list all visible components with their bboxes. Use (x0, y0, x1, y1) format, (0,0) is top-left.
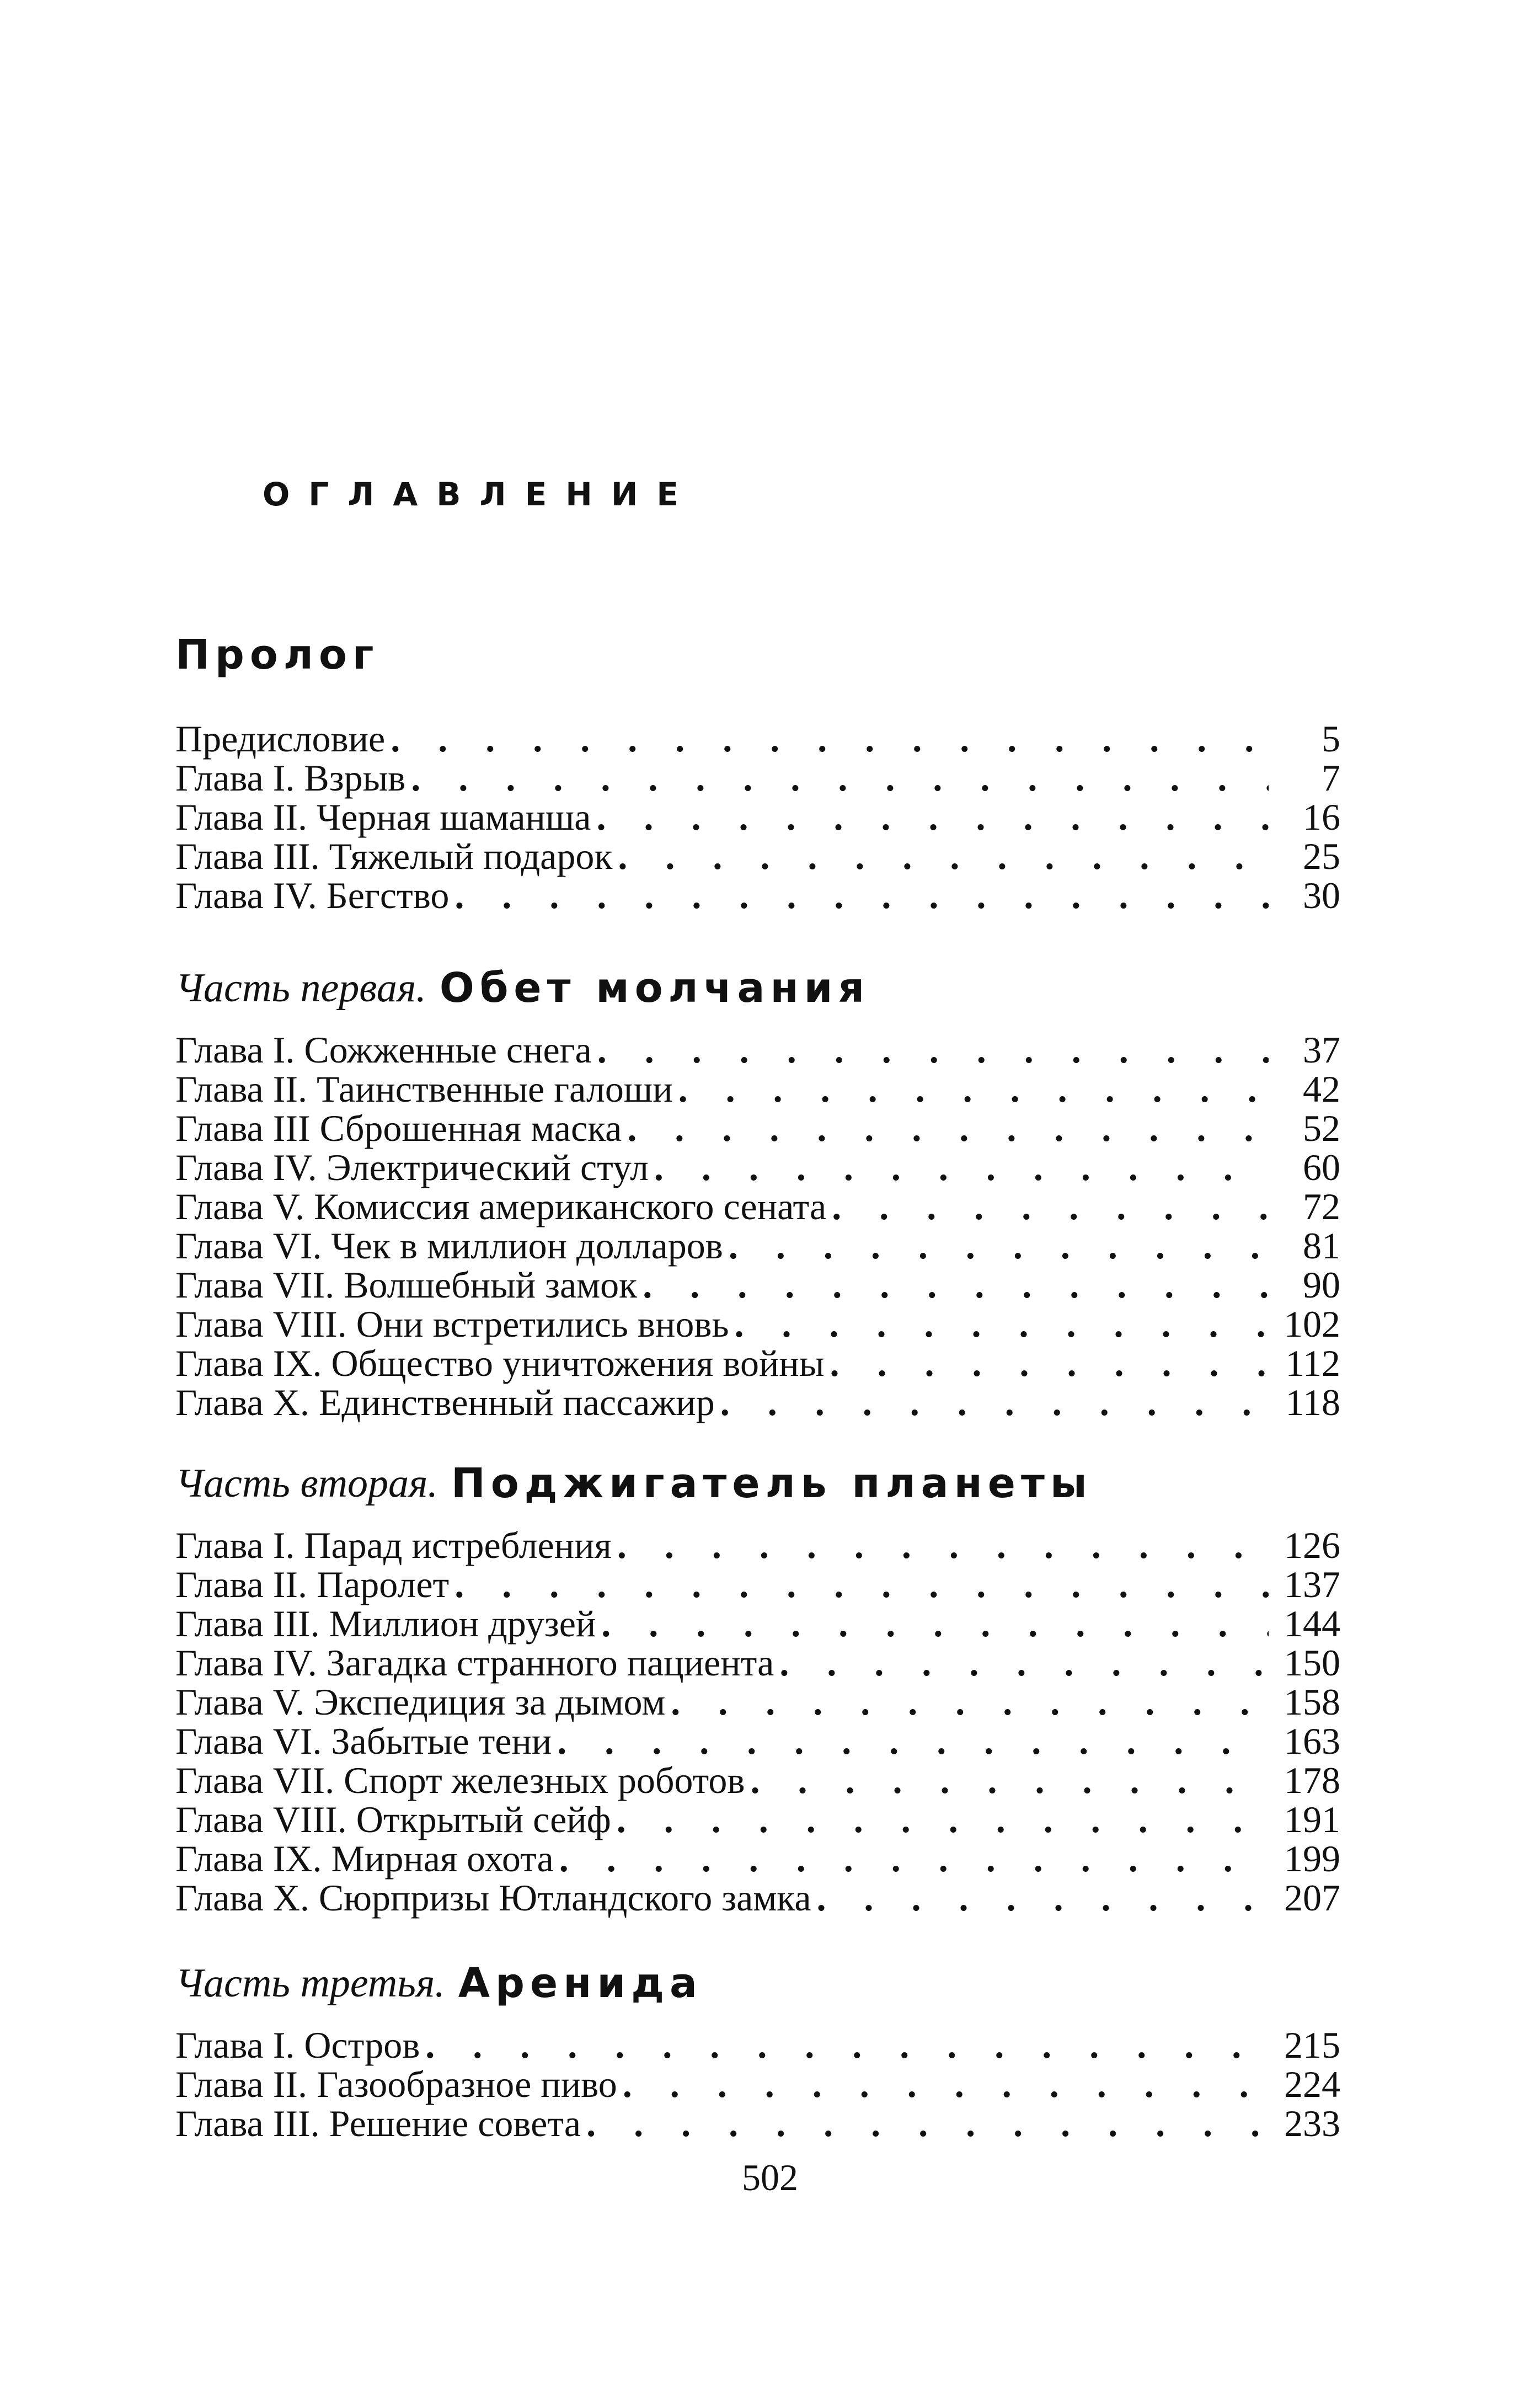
entry-page: 102 (1284, 1303, 1340, 1345)
entry-title: Глава I. Сожженные снега (175, 1029, 592, 1071)
entry-title: Глава III. Решение совета (175, 2102, 581, 2144)
dot-leader (830, 1344, 1269, 1383)
entry-page: 126 (1284, 1524, 1340, 1566)
toc-entry[interactable] (175, 2104, 1340, 2143)
dot-leader (596, 798, 1269, 837)
entry-title: Глава II. Паролет (175, 1563, 450, 1605)
toc-entry[interactable] (175, 1148, 1340, 1187)
toc-entry[interactable] (175, 759, 1340, 798)
toc-list (175, 1031, 1340, 1422)
entry-page: 7 (1322, 757, 1340, 799)
toc-entry[interactable] (175, 1722, 1340, 1761)
entry-page: 60 (1303, 1146, 1340, 1188)
toc-entry[interactable] (175, 1800, 1340, 1839)
entry-page: 207 (1284, 1877, 1340, 1919)
entry-title: Глава I. Парад истребления (175, 1524, 612, 1566)
entry-page: 81 (1303, 1225, 1340, 1267)
dot-leader (454, 876, 1269, 915)
toc-entry[interactable] (175, 876, 1340, 915)
toc-entry[interactable] (175, 1070, 1340, 1109)
entry-title: Глава II. Черная шаманша (175, 796, 591, 838)
entry-title: Глава X. Сюрпризы Ютландского замка (175, 1877, 811, 1919)
entry-page: 137 (1284, 1563, 1340, 1605)
page-number: 502 (742, 2156, 798, 2198)
toc-entry[interactable] (175, 798, 1340, 837)
entry-page: 163 (1284, 1720, 1340, 1762)
entry-title: Глава VIII. Они встретились вновь (175, 1303, 729, 1345)
entry-page: 37 (1303, 1029, 1340, 1071)
toc-list (175, 1526, 1340, 1918)
entry-page: 150 (1284, 1642, 1340, 1684)
toc-entry[interactable] (175, 1878, 1340, 1918)
toc-entry[interactable] (175, 1305, 1340, 1344)
dot-leader (425, 2026, 1269, 2065)
entry-page: 42 (1303, 1068, 1340, 1110)
entry-title: Глава VII. Спорт железных роботов (175, 1759, 745, 1801)
entry-title: Глава III. Тяжелый подарок (175, 835, 613, 877)
entry-page: 90 (1303, 1264, 1340, 1306)
toc-entry[interactable] (175, 1187, 1340, 1226)
section-title: Аренида (458, 1960, 703, 2007)
entry-page: 158 (1284, 1681, 1340, 1723)
toc-entry[interactable] (175, 1643, 1340, 1683)
entry-title: Глава III. Миллион друзей (175, 1603, 596, 1645)
dot-leader (411, 759, 1269, 798)
dot-leader (735, 1305, 1269, 1344)
entry-title: Глава I. Взрыв (175, 757, 406, 799)
entry-title: Глава V. Комиссия американского сената (175, 1186, 827, 1227)
dot-leader (618, 837, 1269, 876)
entry-page: 224 (1284, 2063, 1340, 2105)
section-heading (175, 1942, 1340, 2007)
entry-title: Глава III Сброшенная маска (175, 1107, 622, 1149)
entry-title: Глава V. Экспедиция за дымом (175, 1681, 666, 1723)
entry-page: 178 (1284, 1759, 1340, 1801)
toc-section-part-one (175, 947, 1340, 1422)
dot-leader (654, 1148, 1269, 1187)
entry-title: Глава IX. Мирная охота (175, 1838, 554, 1880)
entry-page: 25 (1303, 835, 1340, 877)
dot-leader (586, 2104, 1269, 2143)
dot-leader (627, 1109, 1269, 1148)
entry-title: Глава II. Таинственные галоши (175, 1068, 673, 1110)
dot-leader (597, 1031, 1269, 1070)
toc-entry[interactable] (175, 1344, 1340, 1383)
entry-page: 30 (1303, 874, 1340, 916)
section-title: Обет молчания (439, 964, 870, 1012)
entry-title: Глава IV. Бегство (175, 874, 450, 916)
entry-page: 52 (1303, 1107, 1340, 1149)
section-heading (175, 613, 1340, 679)
entry-page: 112 (1285, 1342, 1340, 1384)
dot-leader (601, 1604, 1269, 1643)
dot-leader (832, 1187, 1269, 1226)
dot-leader (817, 1878, 1269, 1918)
entry-title: Глава I. Остров (175, 2024, 420, 2066)
toc-entry[interactable] (175, 2065, 1340, 2104)
dot-leader (454, 1565, 1269, 1604)
toc-entry[interactable] (175, 1383, 1340, 1422)
section-title: Поджигатель планеты (451, 1460, 1093, 1507)
dot-leader (617, 1526, 1269, 1565)
toc-section-prologue (175, 613, 1340, 915)
section-prefix: Часть третья. (175, 1961, 445, 2006)
entry-title: Глава VI. Чек в миллион долларов (175, 1225, 723, 1267)
dot-leader (729, 1226, 1269, 1266)
toc-section-part-three (175, 1942, 1340, 2143)
entry-title: Глава X. Единственный пассажир (175, 1381, 715, 1423)
dot-leader (623, 2065, 1269, 2104)
entry-page: 215 (1284, 2024, 1340, 2066)
toc-list (175, 2026, 1340, 2143)
toc-entry[interactable] (175, 837, 1340, 876)
entry-title: Глава VIII. Открытый сейф (175, 1798, 611, 1840)
entry-page: 144 (1284, 1603, 1340, 1645)
entry-page: 191 (1284, 1798, 1340, 1840)
dot-leader (671, 1683, 1269, 1722)
dot-leader (720, 1383, 1269, 1422)
toc-entry[interactable] (175, 1031, 1340, 1070)
section-prefix: Часть вторая. (175, 1461, 438, 1506)
entry-title: Глава IV. Электрический стул (175, 1146, 649, 1188)
toc-entry[interactable] (175, 1604, 1340, 1643)
page-title: ОГЛАВЛЕНИЕ (262, 476, 698, 513)
toc-entry[interactable] (175, 1683, 1340, 1722)
entry-page: 199 (1284, 1838, 1340, 1880)
entry-title: Глава IV. Загадка странного пациента (175, 1642, 774, 1684)
entry-page: 118 (1285, 1381, 1340, 1423)
toc-entry[interactable] (175, 1266, 1340, 1305)
toc-entry[interactable] (175, 2026, 1340, 2065)
entry-page: 16 (1303, 796, 1340, 838)
entry-title: Глава VII. Волшебный замок (175, 1264, 638, 1306)
toc-entry[interactable] (175, 1226, 1340, 1266)
entry-page: 5 (1322, 718, 1340, 760)
section-heading (175, 1442, 1340, 1507)
entry-title: Глава IX. Общество уничтожения войны (175, 1342, 825, 1384)
entry-page: 233 (1284, 2102, 1340, 2144)
section-prefix: Часть первая. (175, 965, 426, 1011)
dot-leader (643, 1266, 1269, 1305)
toc-entry[interactable] (175, 1839, 1340, 1878)
toc-entry[interactable] (175, 1565, 1340, 1604)
dot-leader (617, 1800, 1269, 1839)
toc-entry[interactable] (175, 1109, 1340, 1148)
toc-list (175, 719, 1340, 915)
entry-title: Глава VI. Забытые тени (175, 1720, 552, 1762)
dot-leader (678, 1070, 1269, 1109)
toc-entry[interactable] (175, 719, 1340, 759)
toc-entry[interactable] (175, 1761, 1340, 1800)
entry-title: Глава II. Газообразное пиво (175, 2063, 617, 2105)
dot-leader (559, 1839, 1269, 1878)
dot-leader (391, 719, 1269, 759)
entry-page: 72 (1303, 1186, 1340, 1227)
section-heading (175, 947, 1340, 1012)
toc-section-part-two (175, 1442, 1340, 1918)
section-title: Пролог (175, 631, 379, 679)
toc-entry[interactable] (175, 1526, 1340, 1565)
dot-leader (779, 1643, 1269, 1683)
entry-title: Предисловие (175, 718, 386, 760)
dot-leader (750, 1761, 1269, 1800)
dot-leader (557, 1722, 1269, 1761)
